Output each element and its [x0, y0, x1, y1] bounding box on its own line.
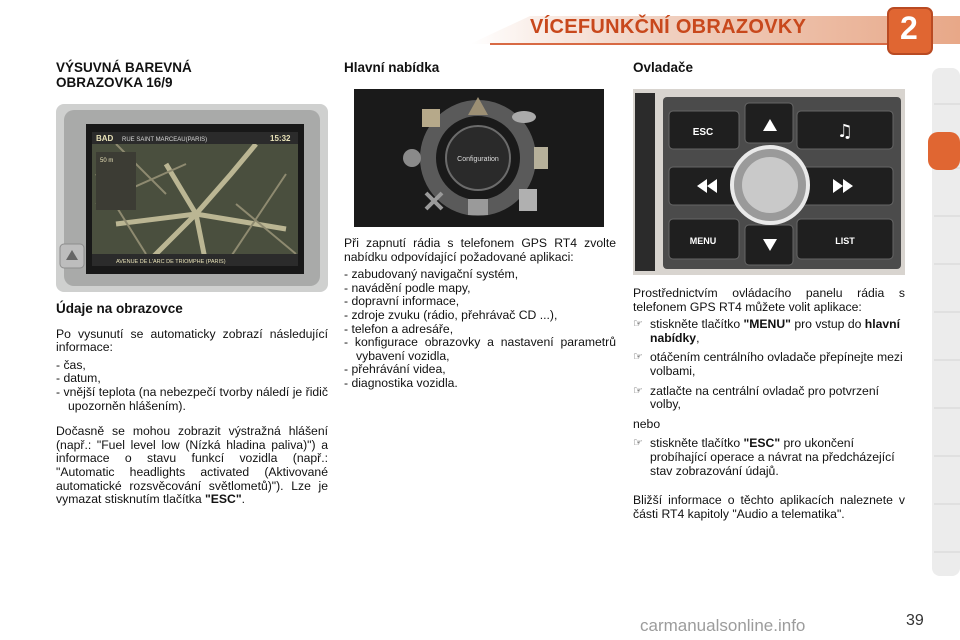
list-item: - diagnostika vozidla. [344, 375, 458, 390]
menu-settings-icon [403, 149, 421, 167]
list-item: - datum, [56, 371, 101, 386]
list-item: ☞ stiskněte tlačítko "ESC" pro ukončení probíhající operace a návrat na předcházející stav zobrazování údajů. [633, 436, 895, 478]
section-heading: VÝSUVNÁ BAREVNÁ OBRAZOVKA 16/9 [56, 60, 192, 90]
screen-top-middle: RUE SAINT MARCEAU(PARIS) [122, 137, 208, 143]
list-item: - čas, [56, 357, 86, 372]
warning-paragraph: Dočasně se mohou zobrazit výstražná hlášení (např.: "Fuel level low (Nízká hladina paliva)") a informace o stavu funkcí vozidla (např.: "Automatic headlights activated (Aktivované automatické rozsvěcování světlometů)"). Lze je vymazat stisknutím tlačítka "ESC". [56, 424, 328, 507]
list-item: ☞ otáčením centrálního ovladače přepínejte mezi volbami, [633, 350, 903, 378]
chapter-number: 2 [900, 10, 918, 46]
list-item: - zabudovaný navigační systém, [344, 267, 519, 282]
page-number: 39 [906, 612, 924, 629]
list-item: - konfigurace obrazovky a nastavení parametrů vybavení vozidla, [344, 335, 616, 363]
column-main-menu [344, 60, 616, 391]
intro-text: Při zapnutí rádia s telefonem GPS RT4 zvolte nabídku odpovídající požadované aplikaci: [344, 236, 616, 264]
intro-text: Prostřednictvím ovládacího panelu rádia s telefonem GPS RT4 můžete volit aplikace: [633, 286, 905, 314]
outro-text: Bližší informace o těchto aplikacích naleznete v části RT4 kapitoly "Audio a telematika". [633, 493, 905, 521]
hand-pointer-icon: ☞ [633, 351, 643, 364]
list-button-label: LIST [835, 236, 855, 246]
menu-video-icon [468, 199, 488, 215]
watermark: carmanualsonline.info [640, 616, 806, 635]
list-item: - dopravní informace, [344, 294, 460, 309]
list-item: - telefon a adresáře, [344, 321, 454, 336]
info-list [56, 359, 328, 413]
section-heading: Hlavní nabídka [344, 60, 440, 75]
subheading-display-info: Údaje na obrazovce [56, 301, 183, 316]
controls-steps-alt [633, 437, 905, 478]
list-item: - navádění podle mapy, [344, 280, 471, 295]
control-panel-photo [633, 89, 905, 275]
page-title: VÍCEFUNKČNÍ OBRAZOVKY [530, 16, 807, 38]
menu-options-list [344, 268, 616, 390]
menu-center-label: Configuration [457, 156, 499, 163]
or-text: nebo [633, 416, 661, 431]
menu-directory-icon [519, 189, 537, 211]
screen-speed: 50 m [100, 158, 114, 164]
list-item: - vnější teplota (na nebezpečí tvorby náledí je řidič upozorněn hlášením). [56, 384, 328, 413]
screen-clock: 15:32 [270, 134, 291, 143]
menu-button-label: MENU [689, 236, 717, 246]
hand-pointer-icon: ☞ [633, 384, 643, 397]
menu-audio-icon [512, 111, 536, 123]
controls-steps [633, 318, 905, 412]
screen-bottom-street: AVENUE DE L'ARC DE TRIOMPHE (PARIS) [116, 259, 226, 265]
intro-text: Po vysunutí se automaticky zobrazí následující informace: [56, 326, 328, 355]
list-item: - přehrávání videa, [344, 362, 446, 377]
hand-pointer-icon: ☞ [633, 318, 643, 331]
section-heading: Ovladače [633, 60, 694, 75]
screen-top-left: BAD [96, 134, 114, 143]
list-item: ☞ stiskněte tlačítko "MENU" pro vstup do hlavní nabídky, [633, 317, 901, 345]
menu-navigation-icon [422, 109, 440, 127]
chapter-tabs[interactable] [928, 68, 960, 576]
column-display [56, 60, 328, 507]
column-controls [633, 60, 905, 521]
list-item: - zdroje zvuku (rádio, přehrávač CD ...), [344, 307, 558, 322]
list-item: ☞ zatlačte na centrální ovladač pro potvrzení volby, [633, 383, 879, 412]
esc-button-label: ESC [692, 127, 714, 138]
menu-phone-icon [534, 147, 548, 169]
screen-photo [56, 104, 328, 292]
hand-pointer-icon: ☞ [633, 437, 643, 450]
music-note-icon: ♫ [836, 121, 854, 142]
main-menu-photo [354, 89, 604, 227]
